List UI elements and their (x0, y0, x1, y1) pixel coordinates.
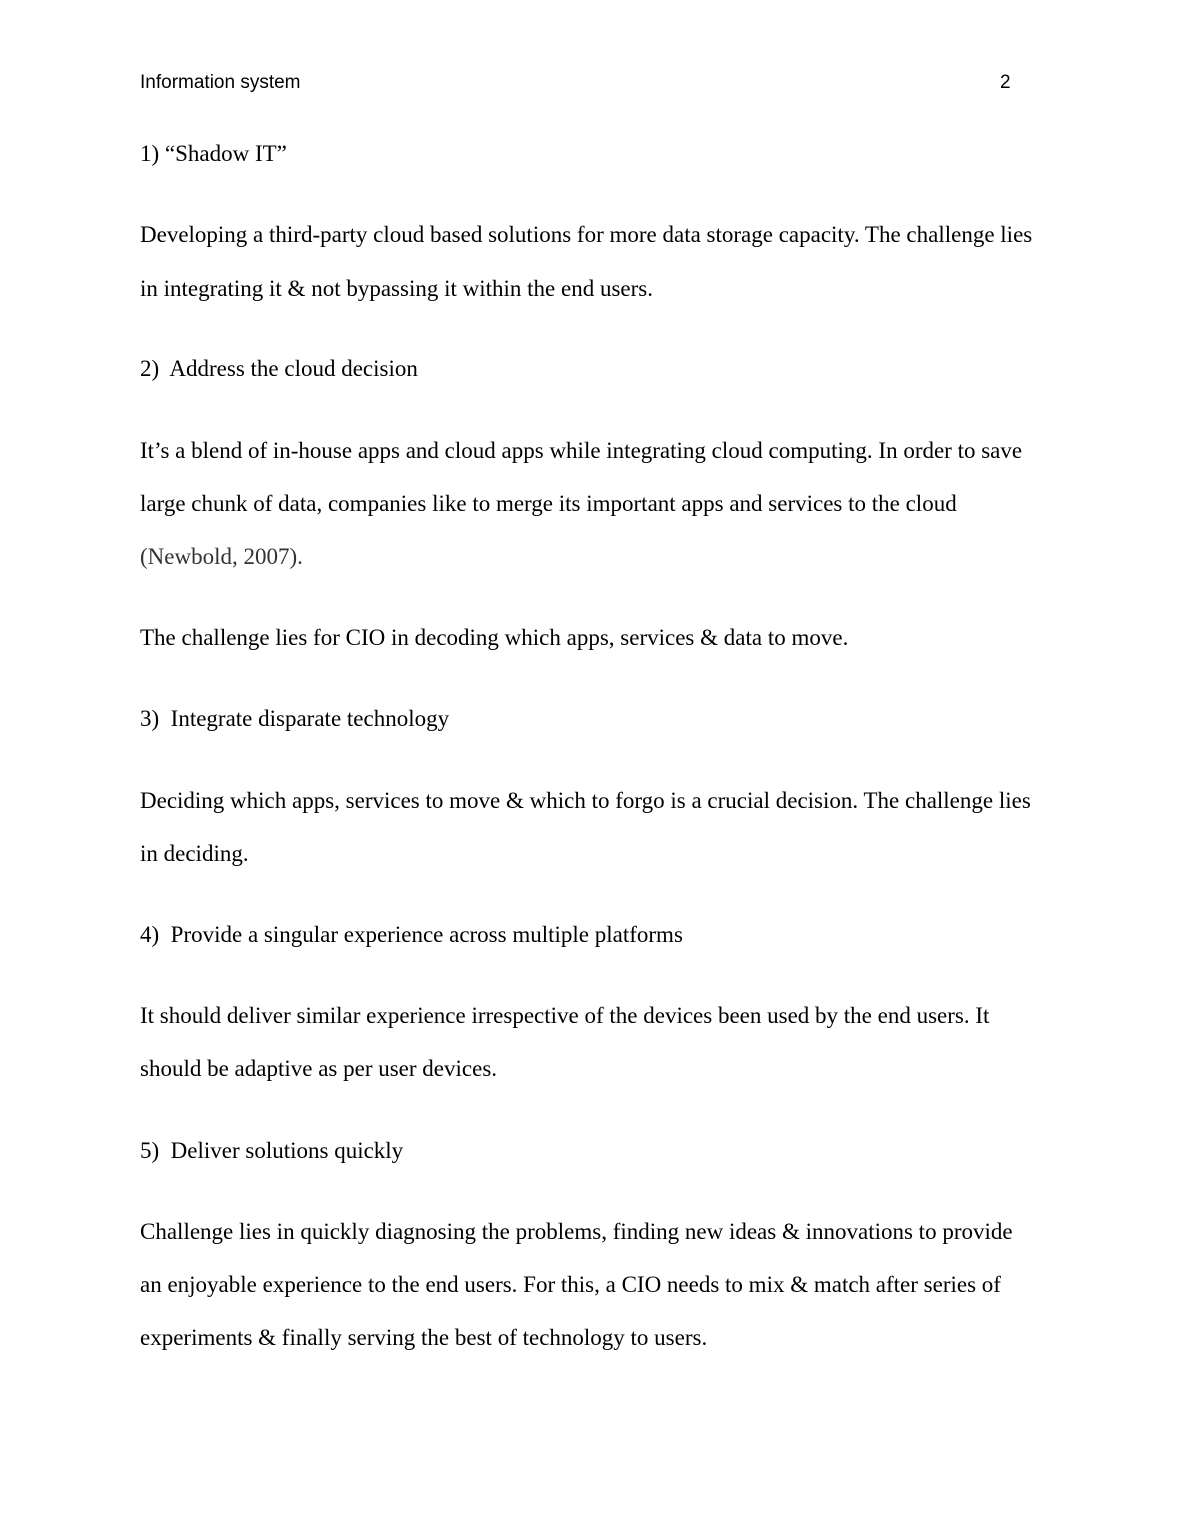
section-heading: 4) Provide a singular experience across multiple platforms (140, 922, 683, 947)
paragraph-line: The challenge lies for CIO in decoding which apps, services & data to move. (140, 625, 849, 650)
section-heading: 3) Integrate disparate technology (140, 706, 450, 731)
section-heading: 5) Deliver solutions quickly (140, 1138, 404, 1163)
page-number: 2 (1000, 72, 1011, 93)
paragraph-line: It should deliver similar experience irrespective of the devices been used by the end users. It (140, 1003, 990, 1028)
paragraph-line: large chunk of data, companies like to merge its important apps and services to the cloud (140, 491, 957, 516)
paragraph-line: Deciding which apps, services to move & which to forgo is a crucial decision. The challenge lies (140, 788, 1031, 813)
paragraph-line: It’s a blend of in-house apps and cloud apps while integrating cloud computing. In order to save (140, 438, 1023, 463)
paragraph-line: in deciding. (140, 841, 249, 866)
paragraph-line: in integrating it & not bypassing it within the end users. (140, 276, 653, 301)
paragraph-line: an enjoyable experience to the end users. For this, a CIO needs to mix & match after series of (140, 1272, 1001, 1297)
paragraph-line: Challenge lies in quickly diagnosing the problems, finding new ideas & innovations to provide (140, 1219, 1013, 1244)
section-heading: 2) Address the cloud decision (140, 356, 418, 381)
section-heading: 1) “Shadow IT” (140, 141, 287, 166)
paragraph-line: should be adaptive as per user devices. (140, 1056, 498, 1081)
running-header-title: Information system (140, 72, 301, 93)
paragraph-line: experiments & finally serving the best of technology to users. (140, 1325, 708, 1350)
citation: (Newbold, 2007). (140, 544, 303, 569)
paragraph-line: Developing a third-party cloud based solutions for more data storage capacity. The challenge lies (140, 222, 1033, 247)
